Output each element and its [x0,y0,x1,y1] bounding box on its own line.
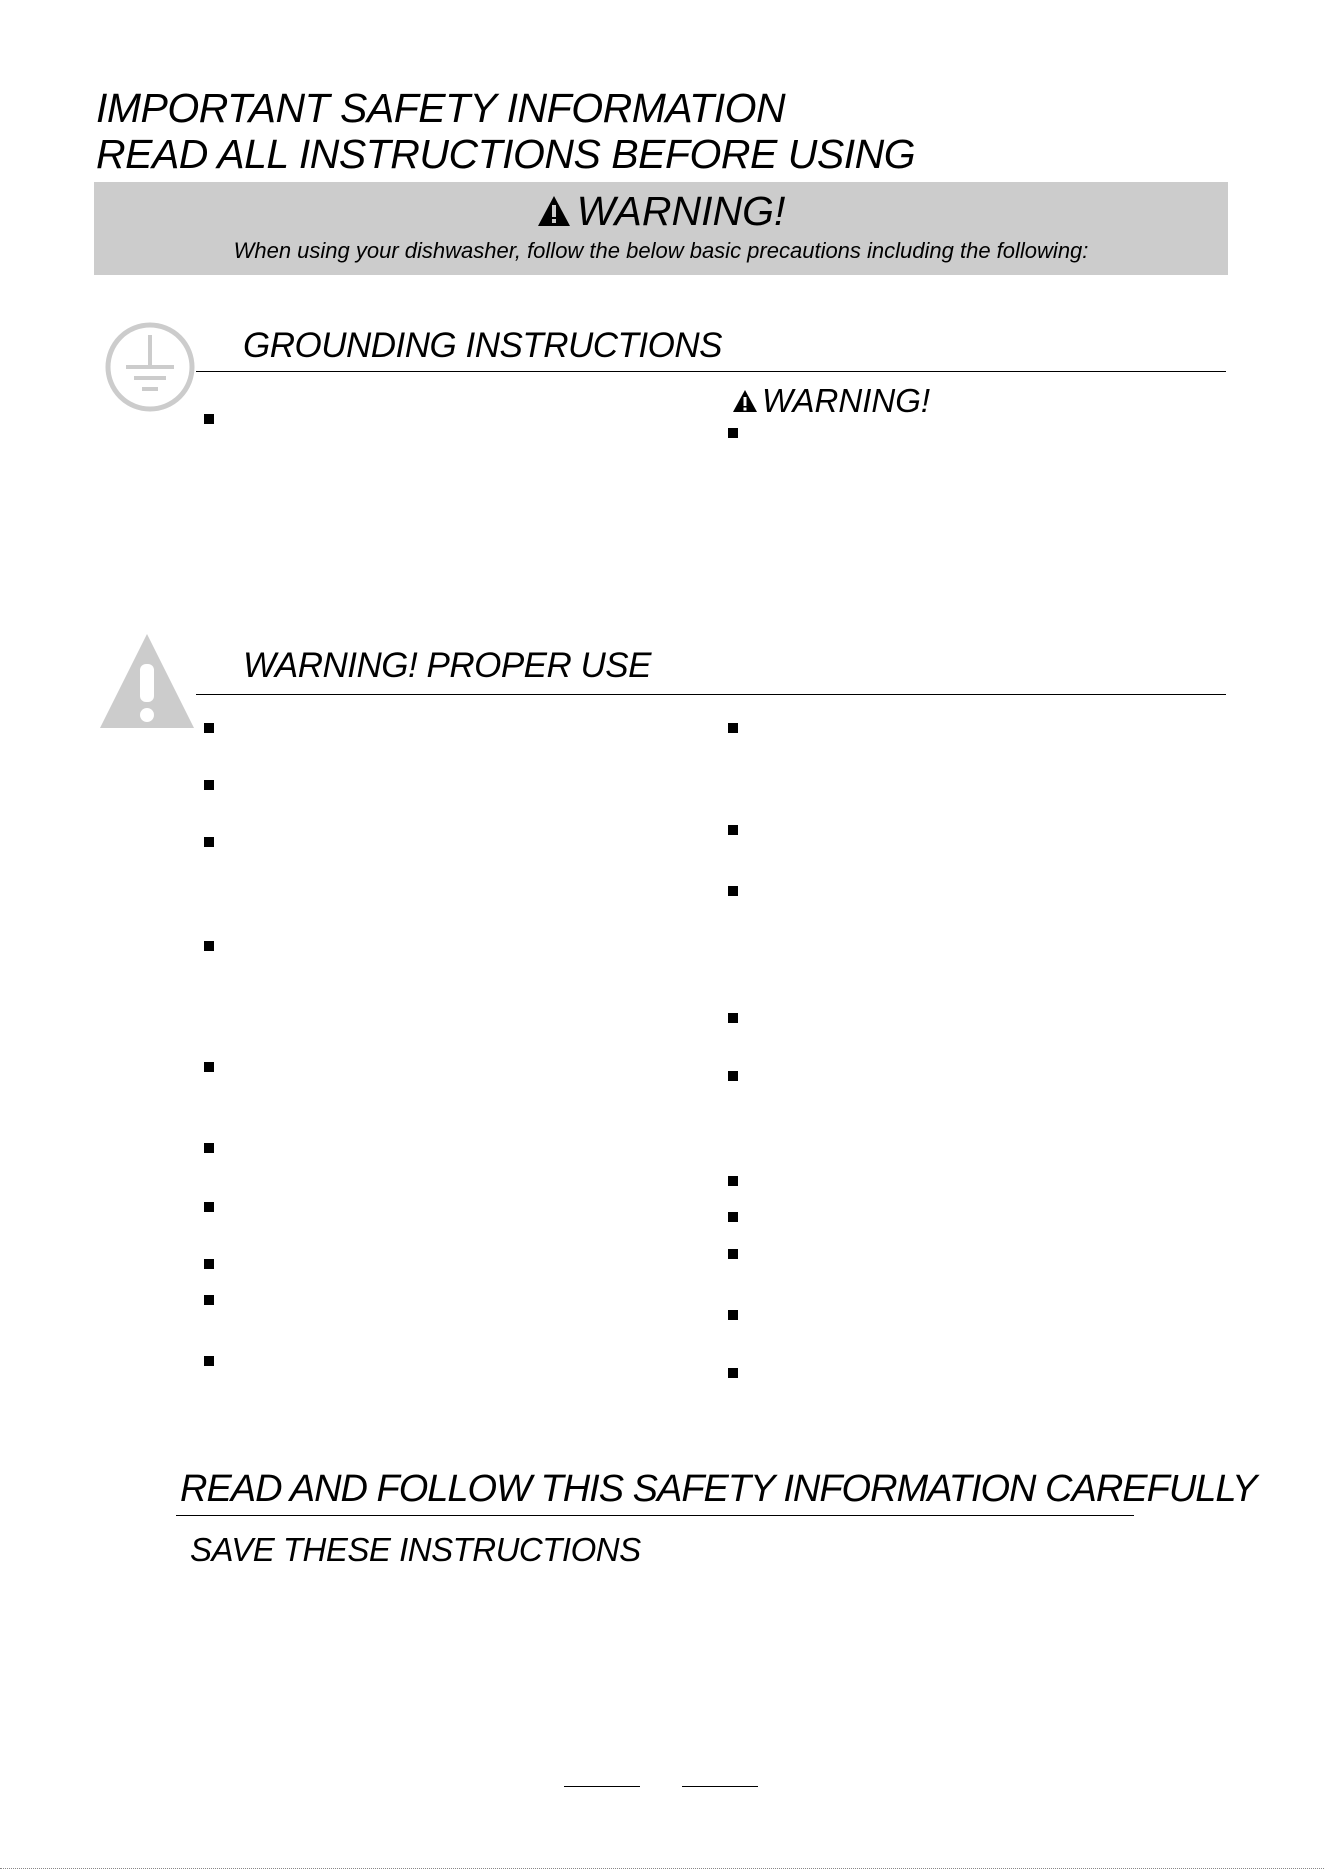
proper-use-bullet-left [204,1295,214,1305]
proper-use-bullet-right [728,1368,738,1378]
proper-use-bullet-right [728,1310,738,1320]
proper-use-bullet-right [728,1013,738,1023]
header-line-2: READ ALL INSTRUCTIONS BEFORE USING [96,131,916,177]
proper-use-bullet-left [204,837,214,847]
proper-use-bullet-right [728,1249,738,1259]
grounding-warning [732,384,930,417]
grounding-bullet-right [728,428,738,438]
proper-use-bullet-left [204,1356,214,1366]
proper-use-bullet-left [204,1259,214,1269]
proper-use-title: WARNING! PROPER USE [243,646,651,685]
warning-banner [94,182,1228,275]
ground-symbol-icon [104,321,196,413]
banner-subtitle: When using your dishwasher, follow the below basic precautions including the following: [233,238,1089,263]
page-number-line-left [564,1786,640,1787]
proper-use-bullet-right [728,825,738,835]
footer-subtitle: SAVE THESE INSTRUCTIONS [190,1531,641,1568]
footer-rule [176,1515,1134,1516]
proper-use-bullet-right [728,1176,738,1186]
grounding-title: GROUNDING INSTRUCTIONS [243,326,722,365]
proper-use-bullet-left [204,723,214,733]
proper-use-bullet-left [204,1062,214,1072]
small-warning-triangle-icon [732,389,758,413]
page-bottom-edge [0,1868,1324,1869]
proper-use-bullet-right [728,1212,738,1222]
proper-use-bullet-left [204,941,214,951]
grounding-rule [196,371,1226,372]
banner-title-text: WARNING! [576,188,786,234]
footer-title: READ AND FOLLOW THIS SAFETY INFORMATION CAREFULLY [180,1468,1257,1510]
exclamation-triangle-icon [98,632,196,730]
page-number-line-right [682,1786,758,1787]
proper-use-bullet-left [204,780,214,790]
header-line-1: IMPORTANT SAFETY INFORMATION [96,85,786,131]
proper-use-bullet-left [204,1202,214,1212]
proper-use-bullet-right [728,1071,738,1081]
proper-use-bullet-right [728,886,738,896]
warning-triangle-icon [537,195,571,227]
proper-use-bullet-left [204,1143,214,1153]
grounding-warning-label: WARNING! [762,382,931,419]
grounding-bullet-left [204,414,214,424]
proper-use-rule [196,694,1226,695]
proper-use-bullet-right [728,723,738,733]
banner-title [94,188,1228,234]
